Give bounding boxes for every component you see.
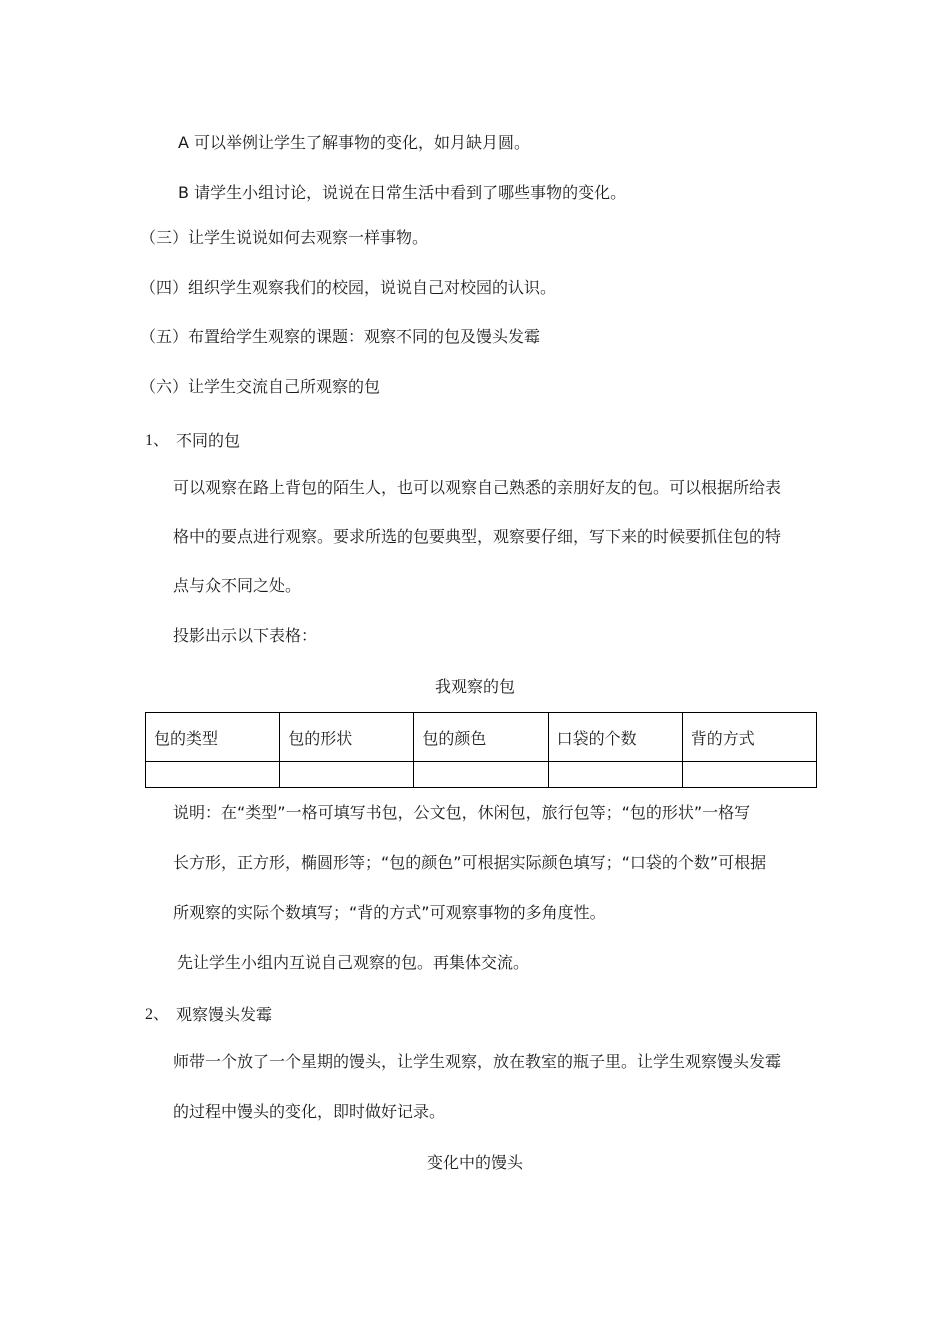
section-four: （四）组织学生观察我们的校园，说说自己对校园的认识。 [140, 278, 557, 297]
table-cell [548, 762, 682, 788]
header-bag-color: 包的颜色 [414, 713, 548, 762]
item-b: B 请学生小组讨论，说说在日常生活中看到了哪些事物的变化。 [178, 183, 627, 202]
part1-title: 不同的包 [176, 431, 241, 450]
header-bag-shape: 包的形状 [280, 713, 414, 762]
part2-para-line: 师带一个放了一个星期的馒头，让学生观察，放在教室的瓶子里。让学生观察馒头发霉 [173, 1052, 782, 1071]
table-title-bun: 变化中的馒头 [426, 1153, 523, 1172]
header-carry-style: 背的方式 [682, 713, 816, 762]
table-row [146, 762, 817, 788]
part2-para-line: 的过程中馒头的变化，即时做好记录。 [173, 1102, 446, 1121]
part1-para-line: 格中的要点进行观察。要求所选的包要典型，观察要仔细，写下来的时候要抓住包的特 [173, 527, 782, 546]
part1-number: 1、 [145, 432, 170, 449]
section-five: （五）布置给学生观察的课题：观察不同的包及馒头发霉 [140, 327, 541, 346]
header-pocket-count: 口袋的个数 [548, 713, 682, 762]
header-bag-type: 包的类型 [146, 713, 280, 762]
table-cell [146, 762, 280, 788]
section-three: （三）让学生说说如何去观察一样事物。 [140, 228, 429, 247]
table-cell [280, 762, 414, 788]
table-title-bag: 我观察的包 [434, 677, 515, 696]
table-cell [682, 762, 816, 788]
part2-number: 2、 [145, 1006, 170, 1023]
note-line: 所观察的实际个数填写；“背的方式”可观察事物的多角度性。 [173, 903, 606, 922]
note-line: 长方形，正方形，椭圆形等；“包的颜色”可根据实际颜色填写；“口袋的个数”可根据 [173, 853, 767, 872]
part2-title: 观察馒头发霉 [176, 1005, 273, 1024]
note-line: 说明：在“类型”一格可填写书包，公文包，休闲包，旅行包等；“包的形状”一格写 [173, 803, 751, 822]
bag-observation-table [145, 712, 817, 788]
exchange-line: 先让学生小组内互说自己观察的包。再集体交流。 [177, 953, 530, 972]
part1-para-line: 点与众不同之处。 [173, 576, 302, 595]
table-header-row [146, 713, 817, 762]
part1-para-line: 可以观察在路上背包的陌生人，也可以观察自己熟悉的亲朋好友的包。可以根据所给表 [173, 478, 782, 497]
item-a: A 可以举例让学生了解事物的变化，如月缺月圆。 [178, 133, 531, 152]
table-cell [414, 762, 548, 788]
section-six: （六）让学生交流自己所观察的包 [140, 377, 381, 396]
projection-line: 投影出示以下表格： [173, 626, 318, 645]
